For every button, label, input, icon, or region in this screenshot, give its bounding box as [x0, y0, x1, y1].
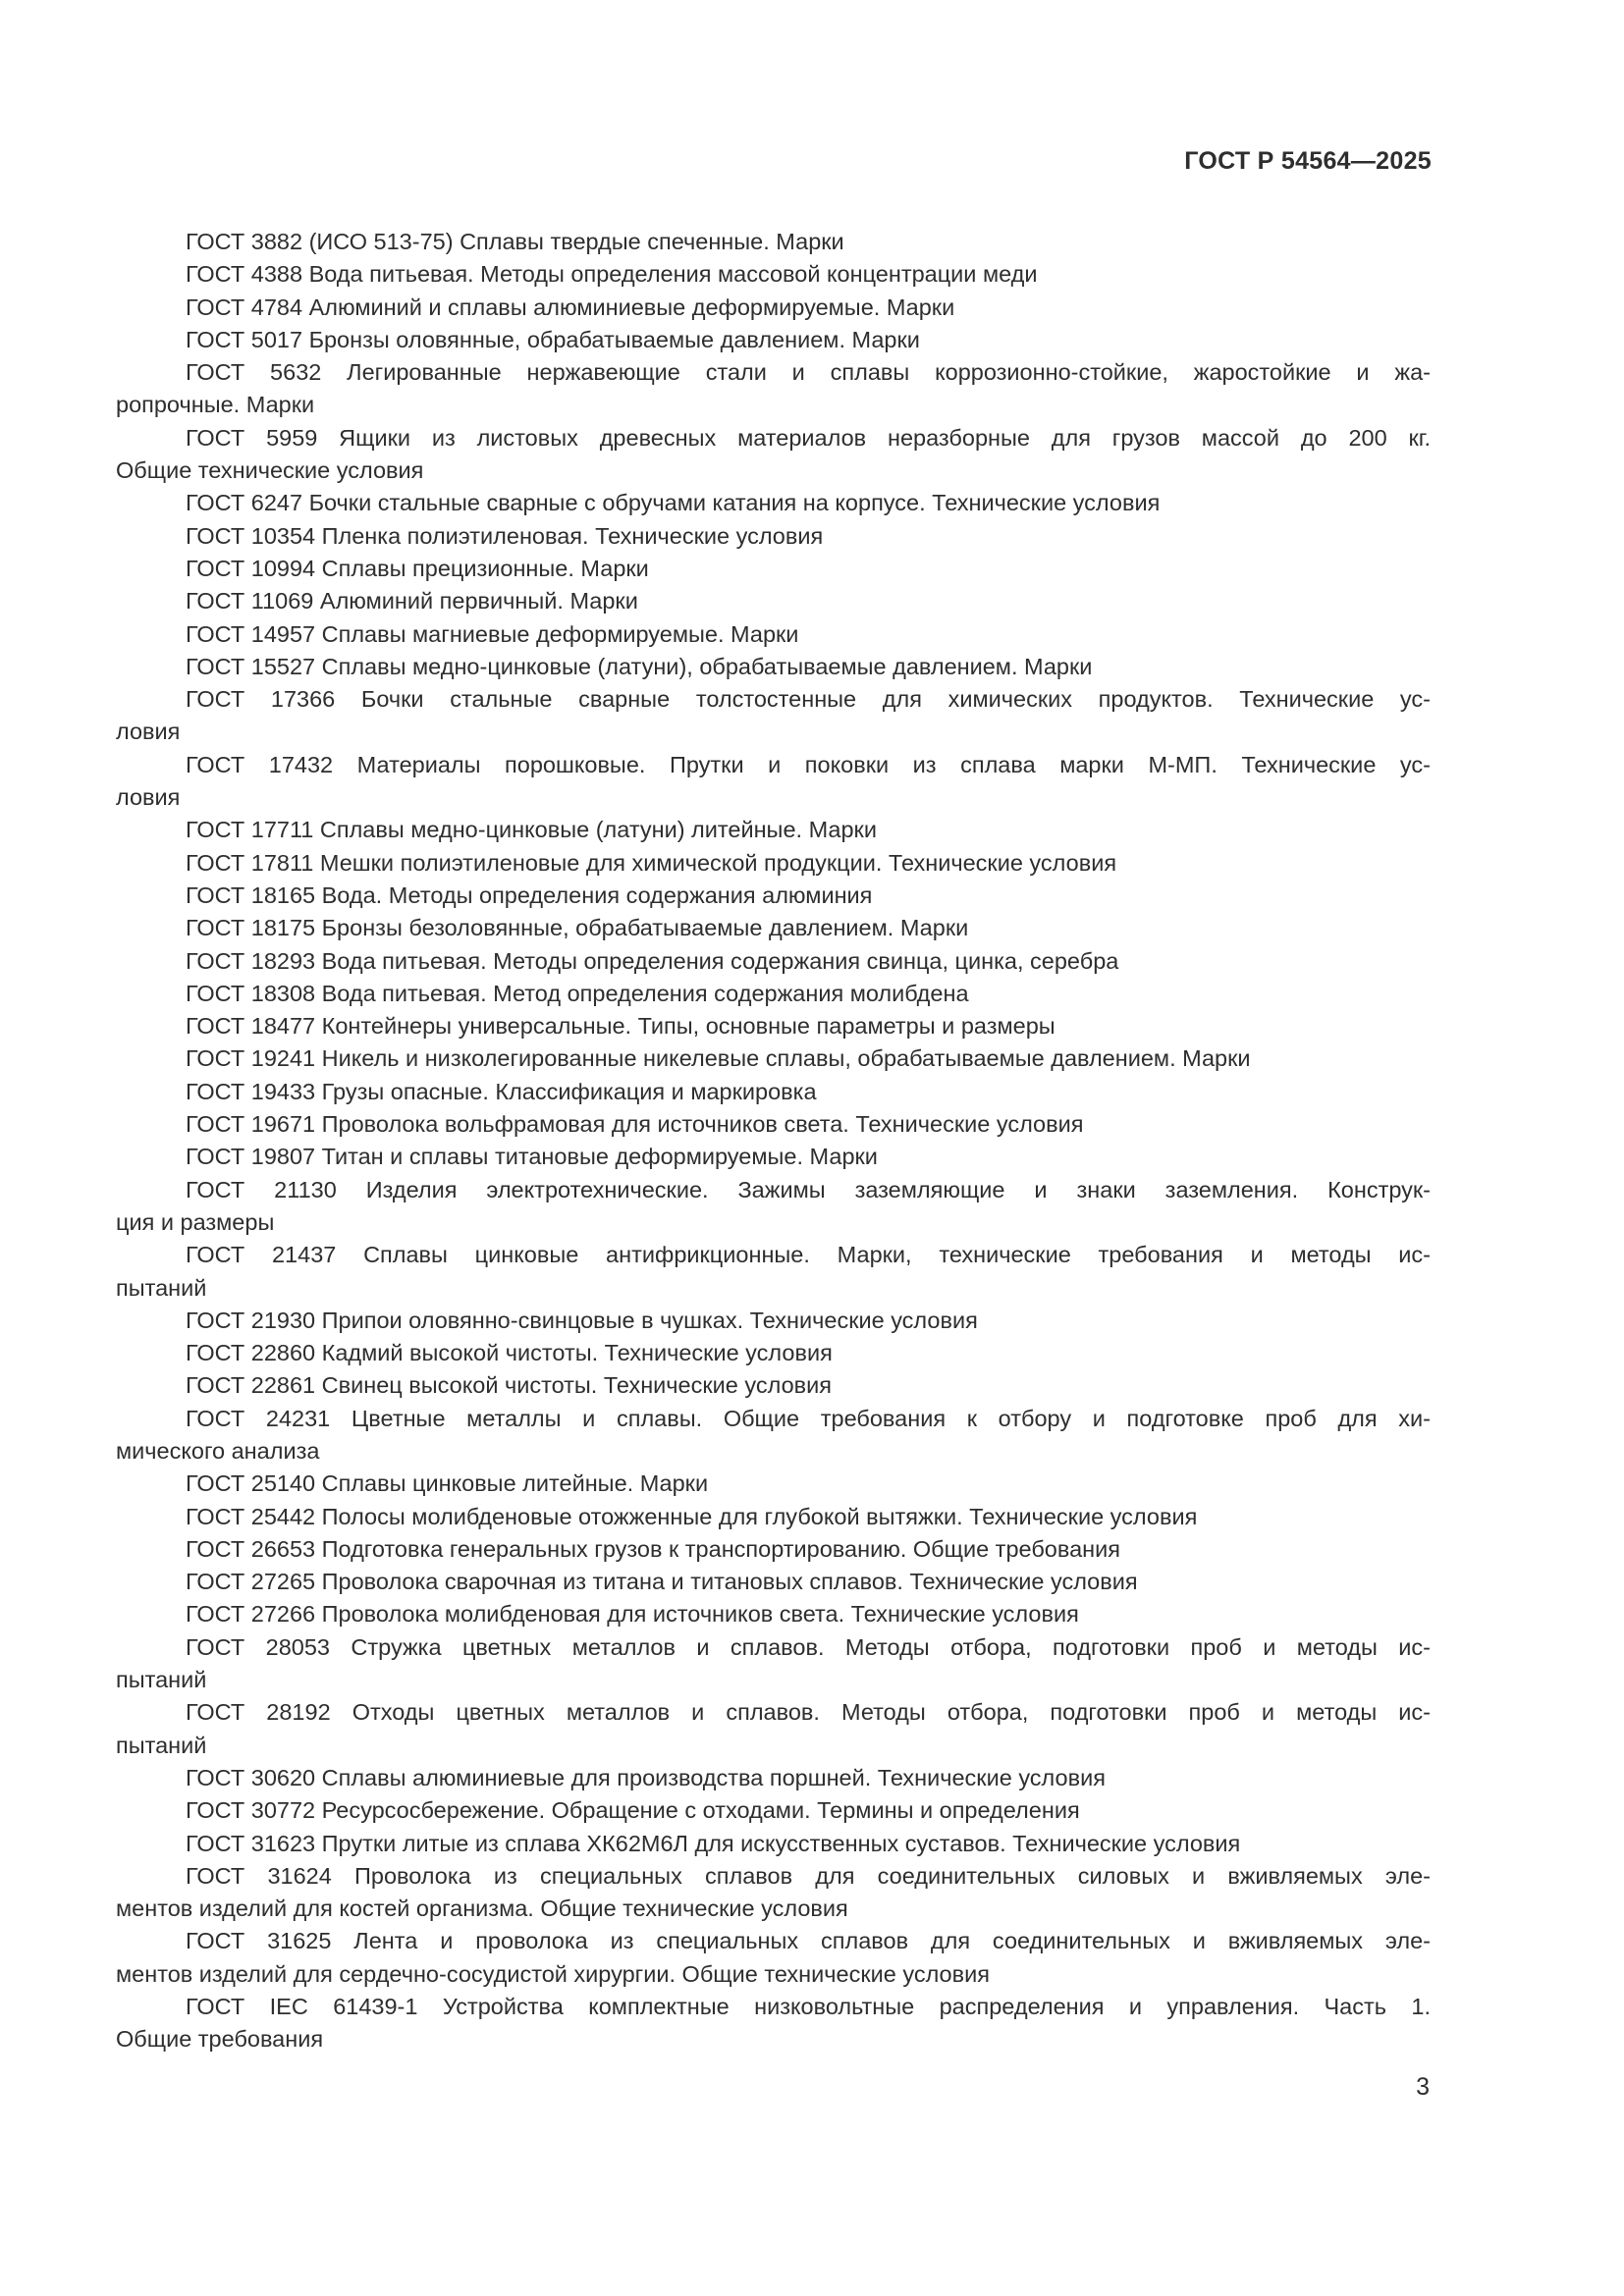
gost-entry [116, 356, 1431, 422]
gost-entry [116, 1042, 1431, 1075]
text-line: ГОСТ 19433 Грузы опасные. Классификация и маркировка [186, 1078, 817, 1104]
gost-entry [116, 226, 1431, 258]
page-number: 3 [1416, 2073, 1430, 2101]
text-line: ГОСТ 5632 Легированные нержавеющие стали и сплавы коррозионно-стойкие, жаростойкие и жа- [186, 359, 1431, 386]
gost-entry [116, 1010, 1431, 1042]
text-line: ция и размеры [116, 1208, 275, 1235]
text-line: ГОСТ 31625 Лента и проволока из специальных сплавов для соединительных и вживляемых эле- [186, 1928, 1431, 1954]
text-line: ГОСТ 25140 Сплавы цинковые литейные. Марки [186, 1470, 709, 1497]
text-line: ГОСТ 6247 Бочки стальные сварные с обручами катания на корпусе. Технические условия [186, 490, 1161, 516]
text-line: ГОСТ IEC 61439-1 Устройства комплектные низковольтные распределения и управления. Часть 1. [186, 1994, 1431, 2020]
text-line: ГОСТ 24231 Цветные металлы и сплавы. Общие требования к отбору и подготовке проб для хи- [186, 1405, 1431, 1431]
text-line: мического анализа [116, 1437, 320, 1464]
gost-entry [116, 1828, 1431, 1860]
text-line: ГОСТ 10354 Пленка полиэтиленовая. Технические условия [186, 522, 824, 549]
text-line: ГОСТ 5959 Ящики из листовых древесных материалов неразборные для грузов массой до 200 кг. [186, 424, 1431, 451]
gost-entry [116, 945, 1431, 978]
gost-entry [116, 847, 1431, 880]
text-line: ГОСТ 27265 Проволока сварочная из титана и титановых сплавов. Технические условия [186, 1569, 1138, 1595]
text-line: ГОСТ 4388 Вода питьевая. Методы определения массовой концентрации меди [186, 261, 1038, 288]
text-line: ментов изделий для сердечно-сосудистой хирургии. Общие технические условия [116, 1960, 990, 1987]
text-line: ГОСТ 19671 Проволока вольфрамовая для источников света. Технические условия [186, 1111, 1084, 1138]
gost-entry [116, 520, 1431, 553]
text-line: ГОСТ 22860 Кадмий высокой чистоты. Технические условия [186, 1340, 833, 1366]
text-line: ГОСТ 21930 Припои оловянно-свинцовые в чушках. Технические условия [186, 1307, 978, 1333]
text-line: ГОСТ 5017 Бронзы оловянные, обрабатываемые давлением. Марки [186, 326, 920, 352]
text-line: ГОСТ 11069 Алюминий первичный. Марки [186, 588, 638, 614]
text-line: ГОСТ 18293 Вода питьевая. Методы определения содержания свинца, цинка, серебра [186, 947, 1119, 974]
text-line: ГОСТ 19241 Никель и низколегированные никелевые сплавы, обрабатываемые давлением. Марки [186, 1045, 1251, 1072]
document-header-designation: ГОСТ Р 54564—2025 [1184, 147, 1432, 175]
text-line: ГОСТ 14957 Сплавы магниевые деформируемые. Марки [186, 620, 799, 647]
gost-entry [116, 324, 1431, 356]
gost-entry [116, 880, 1431, 912]
gost-entry [116, 1598, 1431, 1630]
text-line: ГОСТ 18477 Контейнеры универсальные. Типы, основные параметры и размеры [186, 1013, 1056, 1040]
text-line: ГОСТ 28192 Отходы цветных металлов и сплавов. Методы отбора, подготовки проб и методы ис- [186, 1699, 1431, 1726]
gost-entry [116, 1991, 1431, 2056]
gost-entry [116, 1533, 1431, 1566]
gost-entry [116, 1468, 1431, 1500]
text-line: пытаний [116, 1732, 207, 1758]
gost-entry [116, 814, 1431, 846]
text-line: ГОСТ 17811 Мешки полиэтиленовые для химической продукции. Технические условия [186, 849, 1117, 876]
text-line: ГОСТ 18308 Вода питьевая. Метод определения содержания молибдена [186, 980, 969, 1006]
text-line: ГОСТ 21130 Изделия электротехнические. Зажимы заземляющие и знаки заземления. Конструк- [186, 1176, 1431, 1202]
gost-entry [116, 1925, 1431, 1991]
gost-entry [116, 422, 1431, 488]
gost-entry [116, 683, 1431, 749]
text-line: ментов изделий для костей организма. Общие технические условия [116, 1896, 848, 1922]
gost-entry [116, 1141, 1431, 1173]
text-line: ропрочные. Марки [116, 392, 315, 418]
gost-entry [116, 1174, 1431, 1240]
gost-entry [116, 1860, 1431, 1926]
gost-entry [116, 651, 1431, 683]
gost-entry [116, 585, 1431, 617]
text-line: Общие требования [116, 2026, 324, 2053]
gost-entry [116, 553, 1431, 585]
gost-entry [116, 1337, 1431, 1369]
text-line: ГОСТ 31623 Прутки литые из сплава ХК62М6Л для искусственных суставов. Технические условия [186, 1830, 1241, 1856]
gost-entry [116, 1501, 1431, 1533]
gost-entry [116, 487, 1431, 519]
gost-entry [116, 1305, 1431, 1337]
gost-entry [116, 978, 1431, 1010]
text-line: ГОСТ 22861 Свинец высокой чистоты. Технические условия [186, 1372, 832, 1399]
gost-entry [116, 1239, 1431, 1305]
gost-entry [116, 1762, 1431, 1794]
text-line: ГОСТ 31624 Проволока из специальных сплавов для соединительных силовых и вживляемых эле- [186, 1862, 1431, 1889]
text-line: пытаний [116, 1274, 207, 1301]
gost-entry [116, 258, 1431, 291]
text-line: пытаний [116, 1667, 207, 1693]
gost-entry [116, 1369, 1431, 1402]
text-line: ГОСТ 30620 Сплавы алюминиевые для производства поршней. Технические условия [186, 1764, 1106, 1790]
text-line: ГОСТ 17366 Бочки стальные сварные толстостенные для химических продуктов. Технические ус- [186, 686, 1431, 713]
text-line: ГОСТ 10994 Сплавы прецизионные. Марки [186, 555, 649, 581]
text-line: ГОСТ 3882 (ИСО 513-75) Сплавы твердые спеченные. Марки [186, 229, 844, 254]
gost-entry [116, 618, 1431, 651]
text-line: ловия [116, 784, 181, 811]
text-line: ловия [116, 719, 181, 745]
text-line: ГОСТ 4784 Алюминий и сплавы алюминиевые деформируемые. Марки [186, 294, 955, 320]
gost-entry [116, 912, 1431, 944]
text-line: ГОСТ 19807 Титан и сплавы титановые деформируемые. Марки [186, 1144, 878, 1170]
gost-entry [116, 292, 1431, 324]
references-list [116, 226, 1431, 2056]
text-line: ГОСТ 17711 Сплавы медно-цинковые (латуни) литейные. Марки [186, 817, 877, 843]
text-line: ГОСТ 25442 Полосы молибденовые отожженные для глубокой вытяжки. Технические условия [186, 1503, 1198, 1529]
text-line: Общие технические условия [116, 457, 424, 484]
gost-entry [116, 1631, 1431, 1697]
gost-entry [116, 1794, 1431, 1827]
text-line: ГОСТ 17432 Материалы порошковые. Прутки и поковки из сплава марки М-МП. Технические ус- [186, 751, 1431, 777]
gost-entry [116, 1566, 1431, 1598]
gost-entry [116, 749, 1431, 815]
text-line: ГОСТ 27266 Проволока молибденовая для источников света. Технические условия [186, 1601, 1079, 1628]
gost-entry [116, 1076, 1431, 1108]
text-line: ГОСТ 26653 Подготовка генеральных грузов к транспортированию. Общие требования [186, 1535, 1120, 1562]
gost-entry [116, 1696, 1431, 1762]
gost-entry [116, 1108, 1431, 1141]
text-line: ГОСТ 15527 Сплавы медно-цинковые (латуни), обрабатываемые давлением. Марки [186, 653, 1093, 679]
text-line: ГОСТ 18175 Бронзы безоловянные, обрабатываемые давлением. Марки [186, 915, 969, 941]
text-line: ГОСТ 28053 Стружка цветных металлов и сплавов. Методы отбора, подготовки проб и методы ис- [186, 1633, 1431, 1660]
text-line: ГОСТ 18165 Вода. Методы определения содержания алюминия [186, 881, 873, 908]
text-line: ГОСТ 30772 Ресурсосбережение. Обращение с отходами. Термины и определения [186, 1797, 1080, 1824]
text-line: ГОСТ 21437 Сплавы цинковые антифрикционные. Марки, технические требования и методы ис- [186, 1242, 1431, 1268]
gost-entry [116, 1403, 1431, 1468]
